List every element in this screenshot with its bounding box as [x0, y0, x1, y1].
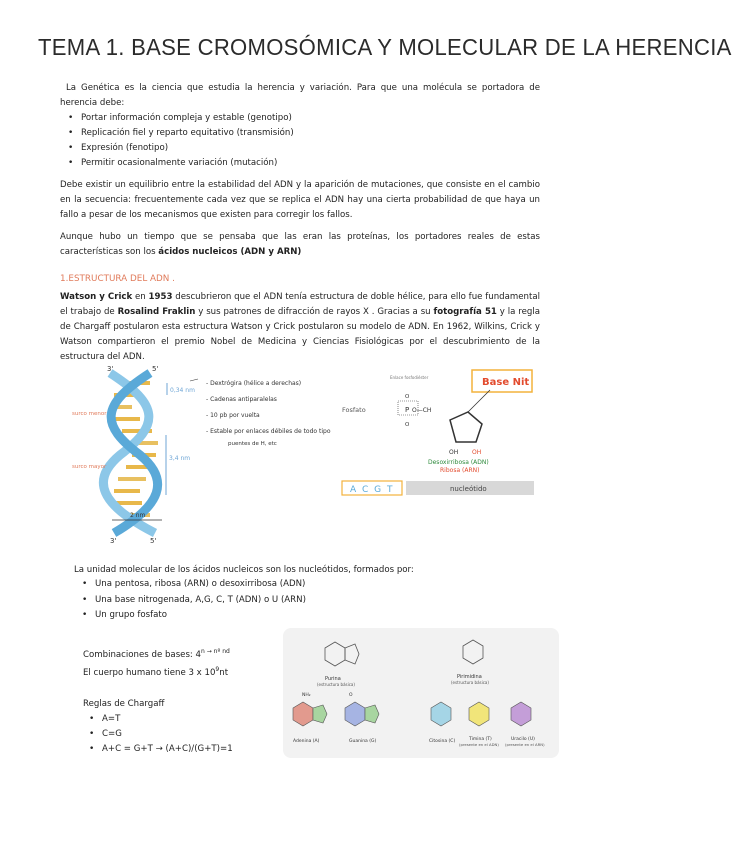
list-item: • C=G [89, 727, 289, 742]
list-item: • Un grupo fosfato [82, 608, 382, 624]
dim-34-label: 3,4 nm [169, 455, 191, 462]
guanine-label: Guanina (G) [349, 739, 377, 744]
cytosine-label: Citosina (C) [429, 739, 456, 744]
intro-list [68, 111, 538, 171]
uracil-label: Uracilo (U) [511, 737, 535, 742]
dim-034-label: 0,34 nm [170, 387, 195, 394]
paragraph-unit: La unidad molecular de los ácidos nucleicos son los nucleótidos, formados por: [74, 565, 414, 575]
nucleic-acids-emphasis: ácidos nucleicos (ADN y ARN) [158, 247, 302, 257]
paragraph-carriers: Aunque hubo un tiempo que se pensaba que las eran las proteínas, los portadores reales de estas características son los ácidos nucleicos (ADN y ARN) [60, 232, 540, 257]
unit-list [82, 577, 382, 624]
bases-letters: A C G T [350, 485, 394, 495]
deoxy-label: Desoxirribosa (ADN) [428, 459, 489, 466]
list-item: • Una base nitrogenada, A,G, C, T (ADN) o U (ARN) [82, 593, 382, 609]
adenine-label: Adenina (A) [293, 739, 320, 744]
list-item: • Permitir ocasionalmente variación (mutación) [68, 156, 538, 171]
ester-label: Enlace fosfodiéster [390, 375, 429, 380]
helix-note: puentes de H, etc [228, 441, 277, 447]
human-body-line: El cuerpo humano tiene 3 x $10^9nt$ [83, 666, 229, 678]
nucleotide-figure [340, 368, 540, 498]
o-top: O [405, 394, 410, 400]
dim-2-label: 2 nm [130, 512, 146, 519]
purine-sub: (estructura básica) [317, 682, 355, 687]
list-item: • A+C = G+T → (A+C)/(G+T)=1 [89, 742, 289, 757]
phosphate-label: Fosfato [342, 406, 366, 414]
o-label: O [349, 693, 353, 698]
oh-label: OH [449, 449, 459, 456]
helix-note: - Dextrógira (hélice a derechas) [206, 380, 302, 387]
purine-label: Purina [325, 676, 341, 682]
chargaff-title: Reglas de Chargaff [83, 699, 165, 709]
minor-groove-label: surco menor [72, 411, 107, 417]
end-label: 5' [152, 365, 159, 373]
intro-paragraph: La Genética es la ciencia que estudia la herencia y variación. Para que una molécula se portadora de herencia debe: [60, 83, 540, 108]
p-label: P [405, 406, 410, 414]
dna-helix-figure [70, 365, 340, 545]
list-item: • Una pentosa, ribosa (ARN) o desoxirribosa (ADN) [82, 577, 382, 593]
end-label: 3' [110, 537, 117, 545]
major-groove-label: surco mayor [72, 464, 107, 470]
combinations-line: Combinaciones de bases: $4^{n \to nº nd}$ [83, 648, 230, 660]
list-item: • Replicación fiel y reparto equitativo (transmisión) [68, 126, 538, 141]
nucleotide-label: nucleótido [450, 485, 487, 493]
chargaff-list [89, 712, 289, 757]
helix-note: - 10 pb por vuelta [206, 412, 260, 419]
paragraph-equilibrium: Debe existir un equilibrio entre la estabilidad del ADN y la aparición de mutaciones, que consiste en el cambio en la secuencia: frecuentemente cada vez que se replica el ADN hay una cierta probabilidad de que haya un fallo a pesar de los mecanismos que existen para corregir los fallos. [60, 180, 540, 220]
nh2-label: NH₂ [302, 693, 311, 698]
list-item: • Expresión (fenotipo) [68, 141, 538, 156]
helix-note: - Cadenas antiparalelas [206, 396, 277, 403]
thymine-sub: (presente en el ADN) [459, 742, 499, 747]
pyrimidine-sub: (estructura básica) [451, 680, 489, 685]
oh-label: OH [472, 449, 482, 456]
o-side: O [405, 422, 410, 428]
list-item: • A=T [89, 712, 289, 727]
end-label: 5' [150, 537, 157, 545]
bases-figure [283, 628, 559, 758]
ribose-label: Ribosa (ARN) [440, 467, 480, 474]
paragraph-watson-crick: Watson y Crick en 1953 descubrieron que el ADN tenía estructura de doble hélice, para ello fue fundamental el trabajo de Rosalind Fraklin y sus patrones de difracción de rayos X . Gracias a su fotografía 51 y la regla de Chargaff postularon esta estructura Watson y Crick postularon su modelo de ADN. En 1962, Wilkins, Crick y Watson compartieron el premio Nobel de Medicina y Ciencias Fisiológicas por el descubrimiento de la estructura del ADN. [60, 292, 541, 362]
base-label: Base Nit [482, 377, 530, 388]
thymine-label: Timina (T) [469, 737, 492, 742]
helix-note: - Estable por enlaces débiles de todo tipo [206, 428, 331, 435]
page-title: TEMA 1. BASE CROMOSÓMICA Y MOLECULAR DE LA HERENCIA [38, 34, 732, 60]
section-heading: 1.ESTRUCTURA DEL ADN . [60, 274, 175, 284]
end-label: 3' [107, 365, 114, 373]
list-item: • Portar información compleja y estable (genotipo) [68, 111, 538, 126]
uracil-sub: (presente en el ARN) [505, 742, 545, 747]
ch2-label: O—CH [412, 407, 432, 414]
pyrimidine-label: Pirimidina [457, 674, 482, 680]
